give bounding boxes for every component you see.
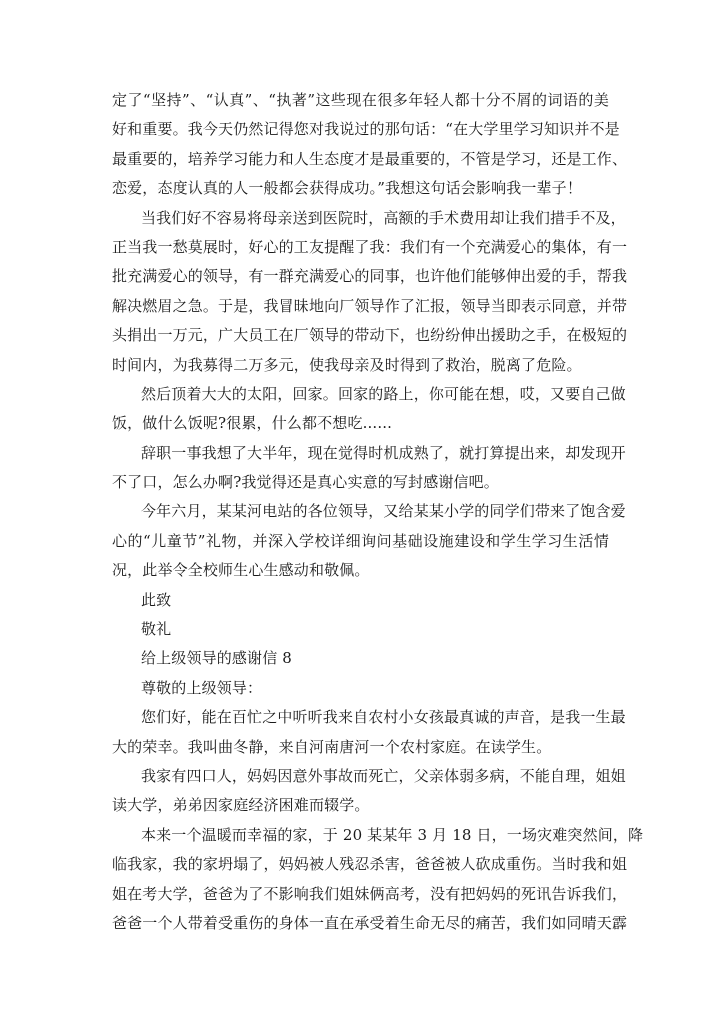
text-line: 姐在考大学，爸爸为了不影响我们姐妹俩高考，没有把妈妈的死讯告诉我们， bbox=[112, 884, 628, 903]
paragraph-first-line: 本来一个温暖而幸福的家，于 20 某某年 3 月 18 日，一场灾难突然间，降 bbox=[141, 825, 644, 844]
text-line: 正当我一愁莫展时，好心的工友提醒了我：我们有一个充满爱心的集体，有一 bbox=[112, 237, 628, 256]
letter-body bbox=[112, 86, 644, 938]
text-line: 定了“坚持”、“认真”、“执著”这些现在很多年轻人都十分不屑的词语的美 bbox=[112, 91, 609, 109]
letter-greeting: 尊敬的上级领导： bbox=[141, 678, 263, 697]
closing-regards: 敬礼 bbox=[141, 620, 172, 639]
text-line: 心的“儿童节”礼物，并深入学校详细询问基础设施建设和学生学习生活情 bbox=[112, 531, 609, 550]
text-line: 饭，做什么饭呢?很累，什么都不想吃...... bbox=[112, 414, 393, 433]
text-line: 大的荣幸。我叫曲冬静，来自河南唐河一个农村家庭。在读学生。 bbox=[112, 737, 552, 756]
text-line: 况，此举令全校师生心生感动和敬佩。 bbox=[112, 561, 370, 580]
paragraph-first-line: 辞职一事我想了大半年，现在觉得时机成熟了，就打算提出来，却发现开 bbox=[141, 443, 626, 462]
text-line: 读大学，弟弟因家庭经济困难而辍学。 bbox=[112, 796, 370, 815]
text-line: 头捐出一万元，广大员工在厂领导的带动下，也纷纷伸出援助之手，在极短的 bbox=[112, 326, 628, 345]
paragraph-first-line: 您们好，能在百忙之中听听我来自农村小女孩最真诚的声音，是我一生最 bbox=[141, 708, 626, 727]
text-line: 好和重要。我今天仍然记得您对我说过的那句话：“在大学里学习知识并不是 bbox=[112, 120, 620, 139]
text-line: 最重要的，培养学习能力和人生态度才是最重要的，不管是学习，还是工作、 bbox=[112, 149, 628, 168]
closing-salutation: 此致 bbox=[141, 590, 172, 609]
paragraph-first-line: 然后顶着大大的太阳，回家。回家的路上，你可能在想，哎，又要自己做 bbox=[141, 384, 626, 403]
text-line: 临我家，我的家坍塌了，妈妈被人残忍杀害，爸爸被人砍成重伤。当时我和姐 bbox=[112, 855, 628, 874]
paragraph-first-line: 今年六月，某某河电站的各位领导，又给某某小学的同学们带来了饱含爱 bbox=[141, 502, 626, 521]
paragraph-first-line: 当我们好不容易将母亲送到医院时，高额的手术费用却让我们措手不及， bbox=[141, 208, 626, 227]
text-line: 批充满爱心的领导，有一群充满爱心的同事，也许他们能够伸出爱的手，帮我 bbox=[112, 267, 628, 286]
text-line: 时间内，为我募得二万多元，使我母亲及时得到了救治，脱离了危险。 bbox=[112, 355, 582, 374]
text-line: 爸爸一个人带着受重伤的身体一直在承受着生命无尽的痛苦，我们如同晴天霹 bbox=[112, 913, 628, 932]
text-line: 恋爱，态度认真的人一般都会获得成功。”我想这句话会影响我一辈子！ bbox=[112, 179, 582, 198]
section-title: 给上级领导的感谢信 8 bbox=[141, 649, 292, 668]
paragraph-first-line: 我家有四口人，妈妈因意外事故而死亡，父亲体弱多病，不能自理，姐姐 bbox=[141, 766, 626, 785]
text-line: 不了口，怎么办啊?我觉得还是真心实意的写封感谢信吧。 bbox=[112, 473, 499, 492]
text-line: 解决燃眉之急。于是，我冒昧地向厂领导作了汇报，领导当即表示同意，并带 bbox=[112, 296, 628, 315]
